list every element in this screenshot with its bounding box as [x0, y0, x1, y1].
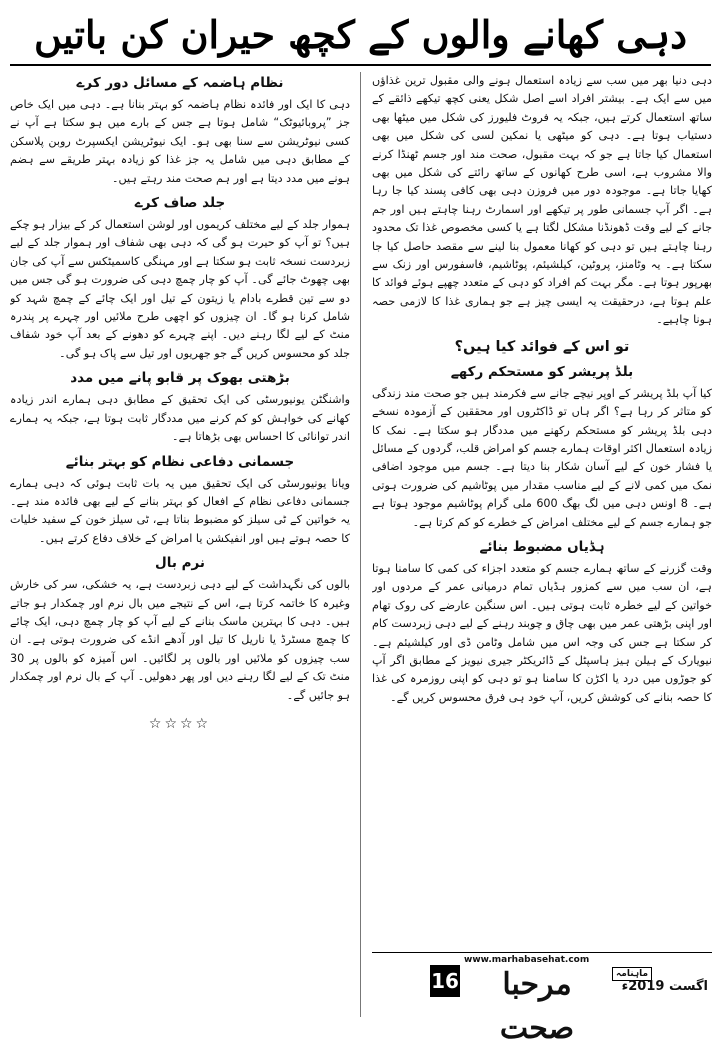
- section-body-blood-pressure: کیا آپ بلڈ پریشر کے اوپر نیچے جانے سے فکرمند ہیں جو صحت مند زندگی کو متاثر کر رہا ہے؟ اگر ہاں تو ڈاکٹروں اور محققین کے آزمودہ نسخے دہی بلڈ پریشر کو مستحکم رکھنے میں مددگار ہو سکتا ہے۔ نمک کا زیادہ استعمال اکثر اوقات ہمارے جسم کو امراض قلب، گردوں کے مسائل یا فشار خون کے لیے آسان شکار بنا دیتا ہے۔ جسم میں موجود اضافی نمک میں کمی لانے کے لیے مناسب مقدار میں پوٹاشیم کی ضرورت ہوتی ہے۔ 8 اونس دہی میں لگ بھگ 600 ملی گرام پوٹاشیم موجود ہوتا ہے جو ہمارے جسم کے لیے مختلف امراض کے خطرے کو کم کرتا ہے۔: [372, 386, 712, 529]
- section-body-hair: بالوں کی نگہداشت کے لیے دہی زبردست ہے، یہ خشکی، سر کی خارش وغیرہ کا خاتمہ کرتا ہے، اس کے نتیجے میں بال نرم اور چمکدار ہو جاتے ہیں۔ دہی کا بہترین ماسک بنانے کے لیے آپ کو چار چمچ دہی، ایک چائے کا چمچ مسٹرڈ یا ناریل کا تیل اور آدھے انڈے کی ضرورت ہوتی ہے۔ ان سب چیزوں کو ملائیں اور بالوں پر لگائیں۔ اس آمیزہ کو بالوں پر 30 منٹ تک کے لیے لگا رہنے دیں اور پھر دھولیں۔ آپ کے بال نرم اور چمکدار ہو جائیں گے۔: [10, 578, 350, 702]
- title-divider: [10, 64, 711, 66]
- magazine-masthead: مرحبا صحت: [499, 967, 575, 1046]
- section-body-bones: وقت گزرنے کے ساتھ ہمارے جسم کو متعدد اجزاء کی کمی کا سامنا ہوتا ہے، ان سب میں سے کمزور ہڈیاں تمام درمیانی عمر کے مردوں اور خواتین کے لیے خطرہ ثابت ہوتی ہیں۔ اس سنگین عارضے کی روک تھام اور اپنی بڑھتی عمر میں بھی چاق و چوبند رہنے کے لیے دہی زبردست کام کر سکتا ہے جس کی وجہ اس میں شامل وٹامن ڈی اور کیلشیئم ہے۔ نیویارک کے ہیلن ہیز ہاسپٹل کے ڈائریکٹر جیری نیویز کے مطابق اگر آپ کو جوڑوں میں درد یا اکڑن کا سامنا ہو تو دہی کو اپنی روزمرہ کی غذا کا حصہ بنانے کی کوشش کریں، آپ خود ہی فرق محسوس کریں گے۔: [372, 561, 712, 704]
- issue-date: اگست 2019ء: [621, 979, 708, 994]
- page-number: 16: [430, 965, 460, 997]
- section-heading-bones: ہڈیاں مضبوط بنائے: [479, 538, 605, 555]
- section-body-appetite: واشنگٹن یونیورسٹی کی ایک تحقیق کے مطابق دہی ہمارے اندر زیادہ کھانے کی خواہش کو کم کرنے میں مددگار ثابت ہوتا ہے، جبکہ یہ ہمارے اندر توانائی کا احساس بھی بڑھاتا ہے۔: [10, 393, 350, 444]
- section-heading-digestion: نظام ہاضمہ کے مسائل دور کرے: [76, 75, 284, 91]
- column-divider: [360, 72, 361, 1017]
- section-body-digestion: دہی کا ایک اور فائدہ نظام ہاضمہ کو بہتر بنانا ہے۔ دہی میں ایک خاص جز ”پروبائیوٹک“ شامل ہوتا ہے جس کے بارے میں ہو سکتا ہے آپ نے کسی نیوٹریشن سے سنا بھی ہو۔ ایک نیوٹریشن ایکسپرٹ روبن پلاسکن کے مطابق دہی میں شامل یہ جز غذا کو زیادہ بہتر طریقے سے ہضم ہونے میں مدد دیتا ہے اور ہم صحت مند رہتے ہیں۔: [10, 98, 350, 185]
- benefits-question-heading: تو اس کے فوائد کیا ہیں؟: [454, 338, 630, 355]
- page-title: دہی کھانے والوں کے کچھ حیران کن باتیں: [33, 12, 688, 57]
- section-heading-hair: نرم بال: [155, 555, 205, 572]
- article-column-left: [10, 72, 350, 948]
- article-column-right: [372, 72, 712, 948]
- section-heading-skin: جلد صاف کرے: [134, 195, 226, 212]
- website-url: www.marhabasehat.com: [464, 955, 590, 965]
- section-body-skin: ہموار جلد کے لیے مختلف کریموں اور لوشن استعمال کر کے بیزار ہو چکے ہیں؟ تو آپ کو حیرت ہو گی کہ دہی بھی شفاف اور ہموار جلد کے لیے زبردست نسخہ ثابت ہو سکتا ہے اور مہنگی کاسمیٹکس سے آپ کی جان بھی چھوٹ جائے گی۔ آپ کو چار چمچ دہی کی ضرورت ہو گی جس میں دو سے تین قطرے بادام یا زیتون کے تیل اور ایک چائے کے چمچ شہد کو شامل کرنا ہو گا۔ ان چیزوں کو اچھی طرح ملائیں اور چہرے پر پندرہ منٹ کے لیے لگا رہنے دیں۔ اپنے چہرے کو دھونے کے بعد آپ خود شفاف جلد کو محسوس کریں گے جو جھریوں اور تیل سے پاک ہو گی۔: [10, 218, 350, 360]
- section-heading-appetite: بڑھتی بھوک پر قابو پانے میں مدد: [70, 370, 290, 387]
- section-body-immunity: ویانا یونیورسٹی کی ایک تحقیق میں یہ بات ثابت ہوئی کہ دہی ہمارے جسمانی دفاعی نظام کے افعال کو بہتر بنانے کے لیے بھی فائدہ مند ہے۔ یہ خواتین کے ٹی سیلز کو مضبوط بناتا ہے، ٹی سیلز خون کے سفید خلیات کا حصہ ہوتے ہیں اور انفیکشن یا امراض کے خلاف دفاع کرتے ہیں۔: [10, 476, 350, 545]
- page-footer: [372, 952, 712, 1046]
- section-heading-immunity: جسمانی دفاعی نظام کو بہتر بنائے: [65, 453, 295, 470]
- intro-paragraph: دہی دنیا بھر میں سب سے زیادہ استعمال ہونے والی مقبول ترین غذاؤں میں سے ایک ہے۔ بیشتر افراد اسے اصل شکل یعنی کچھ تیکھے ذائقے کے ساتھ استعمال کرتے ہیں، جبکہ یہ فروٹ فلیورز کی شکل میں میٹھا بھی دستیاب ہوتا ہے۔ دہی کو میٹھی یا نمکین لسی کی شکل میں بھی استعمال کیا جاتا ہے جو کہ بہت مقبول، صحت مند اور جسم ٹھنڈا کرنے والا مشروب ہے، اسی طرح کھانوں کے ساتھ رائتے کی شکل میں بھی کھایا جاتا ہے۔ موجودہ دور میں فروزن دہی بھی کافی پسند کیا جا رہا ہے۔ اگر آپ جسمانی طور پر تیکھے اور اسمارٹ رہنا چاہتے ہیں اور جم جانے کے لیے وقت ڈھونڈنا مشکل لگتا ہے یا کسی مخصوص غذا تک محدود رہنا چاہتے ہیں تو دہی کو کھانا معمول بنا لینے سے مقصد حاصل کیا جا سکتا ہے۔ یہ وٹامنز، پروٹین، کیلشیئم، پوٹاشیم، فاسفورس اور زنک سے بھرپور ہوتا ہے۔ مگر بہت کم افراد کو دہی کے متعدد چھپے ہوئے فوائد کا علم ہوتا ہے، درحقیقت یہ ایسی چیز ہے جو ہماری غذا کا لازمی حصہ ہونا چاہیے۔: [372, 74, 712, 327]
- monthly-label: ماہنامہ: [612, 967, 652, 981]
- section-heading-blood-pressure: بلڈ پریشر کو مستحکم رکھے: [450, 363, 634, 380]
- end-of-article-stars: ☆☆☆☆: [148, 715, 212, 732]
